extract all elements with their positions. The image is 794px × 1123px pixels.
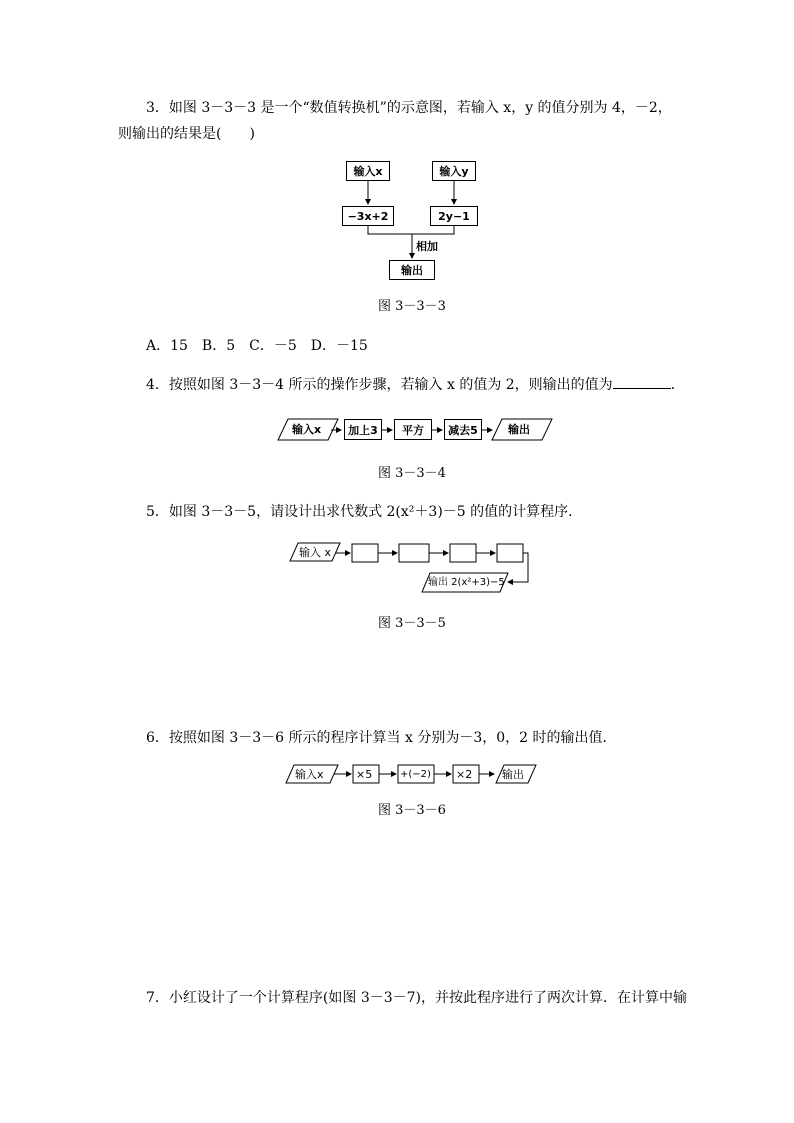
q4-step3-box: 减去5 <box>444 419 482 440</box>
q6-step2-label: +(−2) <box>400 769 431 780</box>
q4-step1-box: 加上3 <box>344 419 382 440</box>
q3-input-y-box: 输入y <box>432 161 476 181</box>
q3-text-line2: 则输出的结果是( ) <box>118 126 255 142</box>
q6-step3-label: ×2 <box>456 768 473 781</box>
q4-output-label: 输出 <box>508 423 530 436</box>
q6-text: 6．按照如图 3－3－6 所示的程序计算当 x 分别为－3，0，2 时的输出值． <box>146 730 617 746</box>
q6-caption: 图 3－3－6 <box>378 803 446 818</box>
q7-text: 7．小红设计了一个计算程序(如图 3－3－7)，并按此程序进行了两次计算．在计算中输 <box>146 990 688 1006</box>
q3-expr-x-box: −3x+2 <box>342 206 394 226</box>
q6-output-label: 输出 <box>502 768 524 781</box>
q4-input-label: 输入x <box>292 423 322 436</box>
q3-options: A．15 B．5 C．－5 D．－15 <box>146 338 368 354</box>
q5-text: 5．如图 3－3－5，请设计出求代数式 2(x²＋3)－5 的值的计算程序． <box>146 504 583 520</box>
q6-step1-label: ×5 <box>356 768 373 781</box>
q4-text-before: 4．按照如图 3－3－4 所示的操作步骤，若输入 x 的值为 2，则输出的值为 <box>146 377 613 393</box>
q3-expr-y-box: 2y−1 <box>430 206 478 226</box>
q3-output-box: 输出 <box>389 260 435 280</box>
q4-text-after: ． <box>670 377 685 393</box>
q3-input-x-box: 输入x <box>346 161 390 181</box>
q6-input-label: 输入x <box>295 768 324 781</box>
q5-caption: 图 3－3－5 <box>378 616 446 631</box>
q3-caption: 图 3－3－3 <box>378 299 446 314</box>
q5-output-label: 输出 2(x²+3)−5 <box>428 577 505 588</box>
q5-input-label: 输入 x <box>299 546 332 559</box>
q4-caption: 图 3－3－4 <box>378 466 446 481</box>
q3-combine-label: 相加 <box>416 240 438 253</box>
q4-step2-box: 平方 <box>394 419 432 440</box>
q3-text-line1: 3．如图 3－3－3 是一个“数值转换机”的示意图，若输入 x，y 的值分别为 4，－2， <box>146 100 672 116</box>
